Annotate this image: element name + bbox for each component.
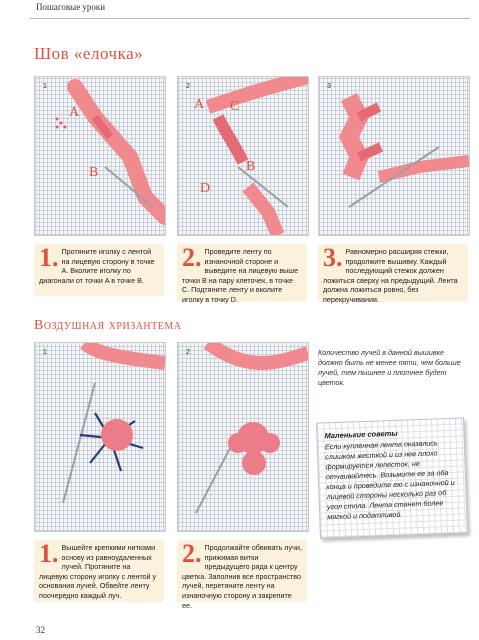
flower-illustration xyxy=(35,343,165,531)
point-label-c: C xyxy=(230,99,240,114)
tips-title: Маленькие советы xyxy=(324,428,398,441)
tips-body: Если купленная лента оказались слишком жесткой и из нее плохо формируется лепесток, не отчаивайтесь. Возьмите ее за оба конца и проведите ею с изнаночной и лицевой стороны несколько раз об угол стола. Лента станет более мягкой и податливой. xyxy=(324,438,455,522)
photo-number: 1 xyxy=(43,83,47,90)
header-section-label: Пошаговые уроки xyxy=(36,2,106,12)
tips-card xyxy=(316,417,468,538)
step-text: Протяните иголку с лентой на лицевую сторону в точке A. Вколите иголку по диагонали от точки A в точке B. xyxy=(39,247,155,285)
page-number: 32 xyxy=(36,625,45,635)
step-photo-2 xyxy=(177,76,309,236)
step-photo-1 xyxy=(34,76,166,236)
point-label-a: A xyxy=(69,105,80,120)
flower-illustration xyxy=(178,343,308,531)
photo-number: 2 xyxy=(186,83,190,90)
photo-number: 2 xyxy=(186,349,190,356)
photo-number: 3 xyxy=(327,83,331,90)
point-label-a: A xyxy=(194,97,205,112)
section-title-chrysanthemum: Воздушная хризантема xyxy=(34,318,182,333)
step-photo-chrysanthemum-2 xyxy=(177,342,309,532)
step-text: Равномерно расширяя стежки, продолжите вышивку. Каждый последующий стежок должен ложиться сверху на предыдущий. Лента должна ложиться ровно, без перекручивания. xyxy=(323,247,458,304)
step-note-2 xyxy=(177,244,307,302)
step-note-chrysanthemum-2 xyxy=(177,539,307,610)
step-photo-chrysanthemum-1 xyxy=(34,342,166,532)
step-text: Проведите ленту по изнаночной стороне и выведите на лицевую выше точки B на пару клеточек, в точке C. Подтяните ленту и вколите иголку в точку D. xyxy=(182,247,299,304)
intro-text: Количество лучей в данной вышивке должно быть не менее пяти, чем больше лучей, тем пышнее и плотнее будет цветок. xyxy=(318,348,461,387)
step-photo-3 xyxy=(318,76,470,236)
point-label-b: B xyxy=(246,159,256,174)
step-number: 1. xyxy=(39,539,59,568)
step-note-3 xyxy=(318,244,468,302)
header-divider xyxy=(30,18,470,19)
step-note-chrysanthemum-1 xyxy=(34,540,164,602)
step-note-1 xyxy=(34,244,164,296)
ribbon-illustration xyxy=(319,77,469,235)
step-text: Вышейте крепкими нитками основу из равноудаленных лучей. Протяните на лицевую сторону иголку с лентой у основания лучей. Обвейте ленту поочередно каждый луч. xyxy=(39,543,157,600)
photo-number: 1 xyxy=(43,349,47,356)
point-label-b: B xyxy=(89,165,99,180)
ribbon-illustration xyxy=(35,77,165,235)
step-number: 3. xyxy=(323,243,343,272)
section-title-herringbone: Шов «елочка» xyxy=(34,44,144,63)
step-text: Продолжайте обвивать лучи, прижимая витки предыдущего ряда к центру цветка. Заполнив все пространство лучей, перетяните ленту на изнаночную сторону и закрепите ее. xyxy=(182,543,302,610)
step-number: 2. xyxy=(182,539,202,568)
step-number: 2. xyxy=(182,243,202,272)
step-number: 1. xyxy=(39,243,59,272)
point-label-d: D xyxy=(200,181,211,196)
